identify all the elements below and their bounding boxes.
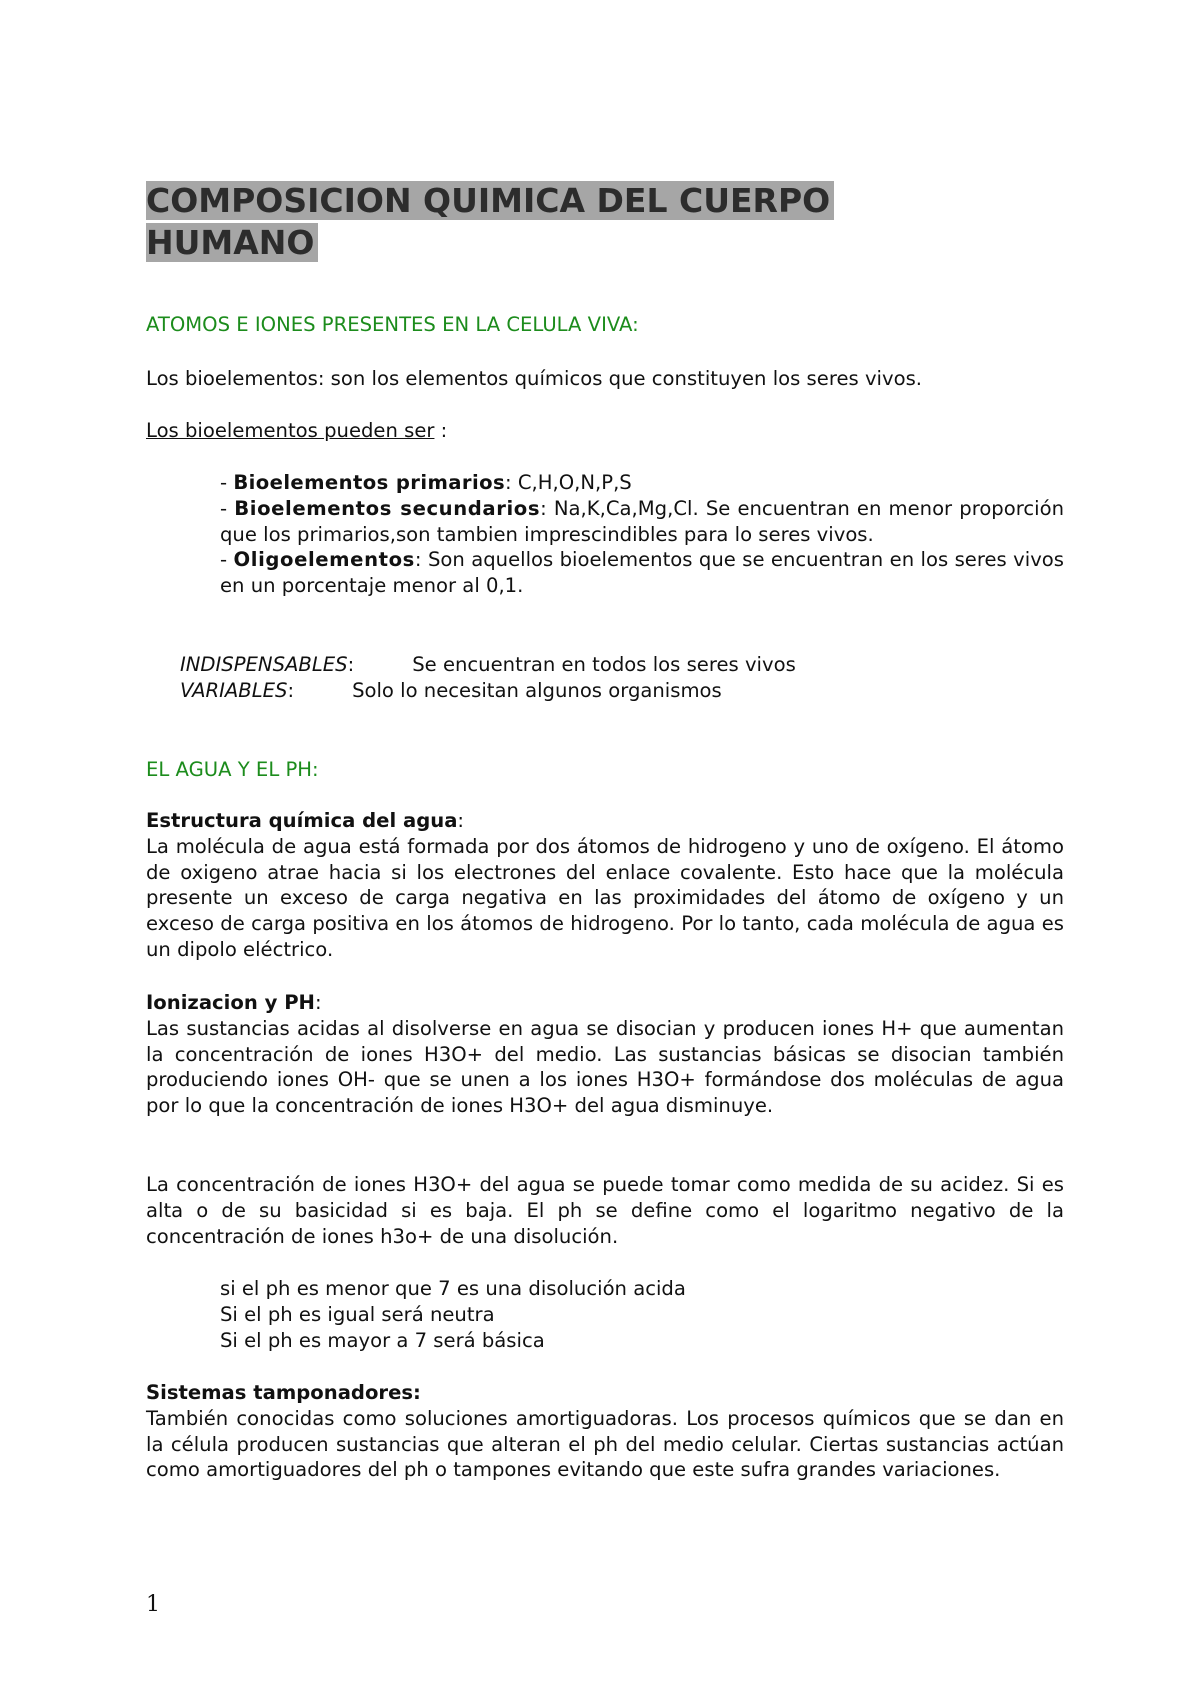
ionizacion-section bbox=[146, 990, 1064, 1119]
list-dash: - bbox=[220, 548, 234, 572]
bioelementos-list bbox=[220, 470, 1064, 599]
list-text: : Son aquellos bioelementos que se encuentran en los seres vivos en un porcentaje menor al 0,1. bbox=[220, 548, 1064, 598]
list-text: : C,H,O,N,P,S bbox=[505, 471, 632, 494]
list-item bbox=[220, 547, 1064, 599]
ph-line: Si el ph es igual será neutra bbox=[220, 1302, 495, 1326]
list-dash: - bbox=[220, 496, 235, 520]
list-dash: - bbox=[220, 471, 234, 494]
indispensables-text: Se encuentran en todos los seres vivos bbox=[412, 653, 796, 676]
indispensables-row bbox=[180, 652, 1098, 678]
estructura-heading: Estructura química del agua bbox=[146, 809, 458, 832]
ph-line: Si el ph es mayor a 7 será básica bbox=[220, 1328, 545, 1352]
ph-list bbox=[220, 1276, 1064, 1353]
concentracion-paragraph: La concentración de iones H3O+ del agua se puede tomar como medida de su acidez. Si es alta o de su basicidad si es baja. El ph se define como el logaritmo negativo de la concentración de iones h3o+ de una disolución. bbox=[146, 1173, 1064, 1248]
bioelementos-pueden-colon: : bbox=[434, 419, 448, 442]
section-heading-agua: EL AGUA Y EL PH: bbox=[146, 758, 319, 781]
estructura-section bbox=[146, 808, 1064, 963]
list-term: Bioelementos primarios bbox=[233, 471, 506, 494]
ionizacion-heading: Ionizacion y PH bbox=[146, 991, 315, 1014]
ph-line: si el ph es menor que 7 es una disolución acida bbox=[220, 1277, 686, 1300]
list-text: : Na,K,Ca,Mg,Cl. Se encuentran en menor proporción que los primarios,son tambien imprescindibles para lo seres vivos. bbox=[220, 496, 1064, 546]
estructura-colon: : bbox=[457, 809, 465, 832]
variables-row bbox=[180, 678, 1098, 704]
bioelementos-pueden-ser bbox=[146, 418, 1064, 444]
list-term: Bioelementos secundarios bbox=[234, 496, 541, 520]
section-heading-atomos: ATOMOS E IONES PRESENTES EN LA CELULA VIVA: bbox=[146, 313, 639, 336]
title-line-2: HUMANO bbox=[146, 223, 318, 262]
variables-label: VARIABLES bbox=[180, 679, 288, 702]
list-term: Oligoelementos bbox=[233, 548, 415, 572]
page-number: 1 bbox=[146, 1592, 160, 1617]
indispensables-colon: : bbox=[347, 653, 355, 676]
indispensables-label: INDISPENSABLES bbox=[180, 653, 348, 676]
bioelementos-definition: Los bioelementos: son los elementos químicos que constituyen los seres vivos. bbox=[146, 367, 923, 390]
sistemas-paragraph: También conocidas como soluciones amortiguadoras. Los procesos químicos que se dan en la célula producen sustancias que alteran el ph del medio celular. Ciertas sustancias actúan como amortiguadores del ph o tampones evitando que este sufra grandes variaciones. bbox=[146, 1406, 1064, 1482]
document-title bbox=[146, 180, 926, 264]
list-item bbox=[220, 496, 1064, 548]
ionizacion-colon: : bbox=[314, 991, 322, 1014]
bioelementos-pueden-label: Los bioelementos pueden ser bbox=[146, 419, 435, 442]
sistemas-heading: Sistemas tamponadores: bbox=[146, 1381, 421, 1404]
estructura-paragraph: La molécula de agua está formada por dos átomos de hidrogeno y uno de oxígeno. El átomo de oxigeno atrae hacia si los electrones del enlace covalente. Esto hace que la molécula presente un exceso de carga negativa en las proximidades del átomo de oxígeno y un exceso de carga positiva en los átomos de hidrogeno. Por lo tanto, cada molécula de agua es un dipolo eléctrico. bbox=[146, 834, 1064, 961]
ionizacion-paragraph: Las sustancias acidas al disolverse en agua se disocian y producen iones H+ que aumentan la concentración de iones H3O+ del medio. Las sustancias básicas se disocian también produciendo iones OH- que se unen a los iones H3O+ formándose dos moléculas de agua por lo que la concentración de iones H3O+ del agua disminuye. bbox=[146, 1016, 1064, 1118]
title-line-1: COMPOSICION QUIMICA DEL CUERPO bbox=[146, 181, 834, 220]
list-item bbox=[220, 470, 1064, 496]
variables-text: Solo lo necesitan algunos organismos bbox=[352, 679, 722, 702]
variables-colon: : bbox=[287, 679, 295, 702]
sistemas-section bbox=[146, 1380, 1064, 1483]
